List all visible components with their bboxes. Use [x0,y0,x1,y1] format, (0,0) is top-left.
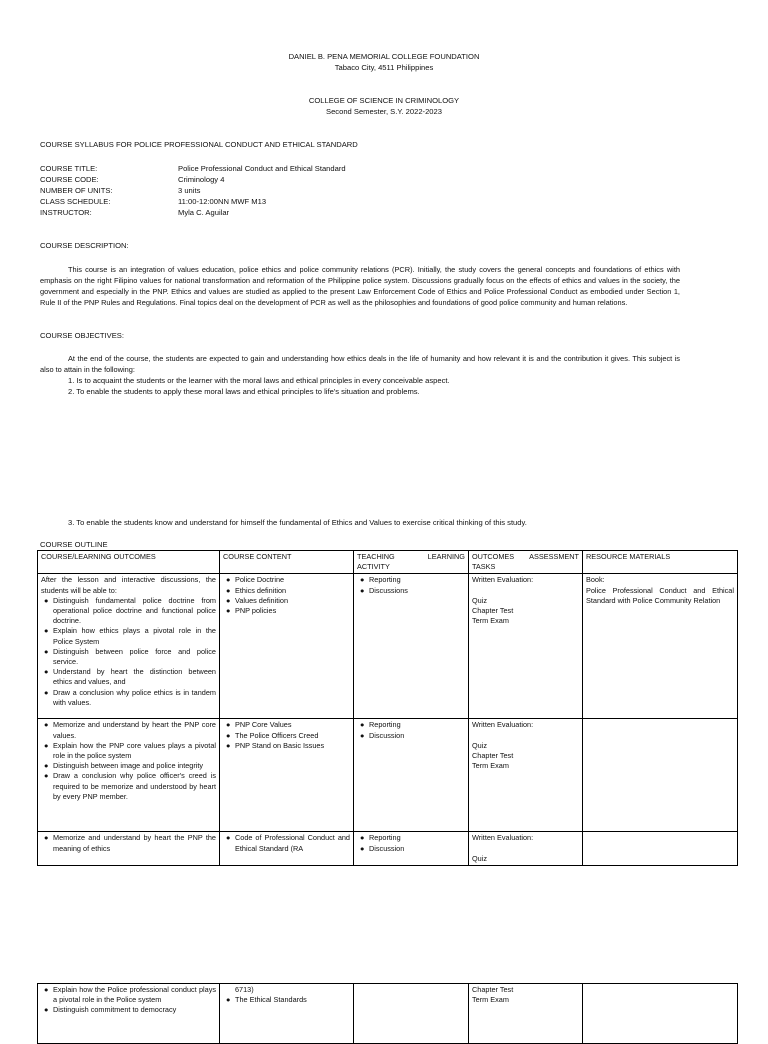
content-text: Values definition [235,595,289,605]
assessment-line: Quiz [472,853,488,863]
bullet-icon: ● [360,575,365,585]
activity-cell [354,719,469,832]
content-cell [220,984,354,1044]
table-row [38,984,738,1044]
content-text: Code of Professional Conduct and Ethical Standard (RA [235,833,350,853]
column-header: COURSE/LEARNING OUTCOMES [38,551,220,574]
bullet-icon: ● [226,575,231,585]
assessment-line: Term Exam [472,995,509,1005]
list-item [41,720,216,740]
table-row [38,832,738,865]
description-heading: COURSE DESCRIPTION: [40,241,129,250]
bullet-icon: ● [44,720,49,730]
outcomes-cell [38,574,220,719]
assessment-line: Written Evaluation: [472,720,534,730]
list-item [223,741,350,751]
content-cell [220,832,354,865]
resource-line: Police Professional Conduct and Ethical Standard with Police Community Relation [586,585,734,605]
outline-heading: COURSE OUTLINE [40,540,108,549]
info-label: CLASS SCHEDULE: [40,197,111,206]
bullet-icon: ● [360,720,365,730]
semester: Second Semester, S.Y. 2022-2023 [326,107,442,116]
list-item [223,575,350,585]
column-header: OUTCOMES ASSESSMENT TASKS [469,551,583,574]
resources-cell [583,832,738,865]
list-item [357,586,465,596]
assessment-cell [469,832,583,865]
outcome-text: Distinguish fundamental police doctrine from operational police doctrine and functional police doctrine. [53,595,216,626]
bullet-icon: ● [44,687,49,697]
content-text: The Ethical Standards [235,995,307,1005]
content-text: PNP policies [235,606,277,616]
list-item [357,720,465,730]
content-cell [220,719,354,832]
bullet-icon: ● [226,833,231,843]
list-item [41,688,216,708]
bullet-icon: ● [360,730,365,740]
activity-cell [354,832,469,865]
activity-text: Reporting [369,720,401,730]
outcome-text: Distinguish between police force and police service. [53,646,216,667]
assessment-line: Written Evaluation: [472,833,534,843]
list-item [41,626,216,646]
college-name: COLLEGE OF SCIENCE IN CRIMINOLOGY [308,96,460,105]
content-text: Police Doctrine [235,575,285,585]
bullet-icon: ● [226,595,231,605]
bullet-icon: ● [226,606,231,616]
assessment-spacer [472,844,579,854]
resources-cell [583,984,738,1044]
content-text: Ethics definition [235,585,287,595]
bullet-icon: ● [226,720,231,730]
bullet-icon: ● [44,626,49,636]
assessment-line: Written Evaluation: [472,575,534,585]
list-item [41,667,216,687]
info-value: Myla C. Aguilar [178,208,230,217]
bullet-icon: ● [44,1005,49,1015]
list-item [41,741,216,761]
assessment-line: Term Exam [472,616,509,626]
outcome-text: Distinguish commitment to democracy [53,1005,177,1015]
assessment-spacer [472,586,579,596]
list-item [223,995,350,1005]
list-item [357,833,465,843]
info-value: 3 units [178,186,201,195]
outcome-text: Draw a conclusion why police ethics is in tandem with values. [53,687,216,707]
list-item [357,731,465,741]
info-value: Police Professional Conduct and Ethical Standard [178,164,346,173]
bullet-icon: ● [44,833,49,843]
assessment-line: Chapter Test [472,605,514,615]
objectives-heading: COURSE OBJECTIVES: [40,331,124,340]
list-item [41,985,216,1005]
info-label: COURSE TITLE: [40,164,98,173]
activity-text: Reporting [369,833,401,843]
list-item [223,731,350,741]
bullet-icon: ● [226,995,231,1005]
table-row [38,719,738,832]
bullet-icon: ● [226,585,231,595]
activity-text: Discussion [369,730,405,740]
info-label: NUMBER OF UNITS: [40,186,113,195]
bullet-icon: ● [226,740,231,750]
content-text: PNP Core Values [235,720,292,730]
content-text: The Police Officers Creed [235,730,319,740]
school-address: Tabaco City, 4511 Philippines [334,63,434,72]
activity-text: Discussions [369,585,408,595]
assessment-cell [469,719,583,832]
list-item [41,771,216,802]
info-label: INSTRUCTOR: [40,208,92,217]
table-header-row [38,551,738,574]
column-header: RESOURCE MATERIALS [583,551,738,574]
activity-cell [354,984,469,1044]
content-continuation: 6713) [235,985,254,994]
list-item [223,720,350,730]
list-item [223,596,350,606]
info-label: COURSE CODE: [40,175,99,184]
assessment-cell [469,574,583,719]
course-outline-table-continued [37,983,738,1044]
syllabus-title: COURSE SYLLABUS FOR POLICE PROFESSIONAL CONDUCT AND ETHICAL STANDARD [40,140,358,149]
objective-item: 2. To enable the students to apply these moral laws and ethical principles to life's situation and problems. [68,387,420,396]
outcome-text: Memorize and understand by heart the PNP the meaning of ethics [53,833,216,853]
list-item [357,575,465,585]
table-row [38,574,738,719]
list-item [41,761,216,771]
bullet-icon: ● [44,740,49,750]
bullet-icon: ● [360,833,365,843]
column-header: COURSE CONTENT [220,551,354,574]
bullet-icon: ● [44,667,49,677]
activity-text: Discussion [369,843,405,853]
list-item [223,833,350,853]
assessment-spacer [472,731,579,741]
objective-item: 3. To enable the students know and understand for himself the fundamental of Ethics and Values to exercise critical thinking of this study. [68,518,527,527]
outcomes-cell [38,984,220,1044]
outcomes-cell [38,832,220,865]
list-item [41,596,216,627]
outcome-text: Explain how ethics plays a pivotal role in the Police System [53,626,216,646]
activity-cell [354,574,469,719]
resources-cell [583,574,738,719]
content-text: PNP Stand on Basic Issues [235,740,325,750]
objective-item: 1. Is to acquaint the students or the learner with the moral laws and ethical principles in every conceivable aspect. [68,376,450,385]
outcome-text: Explain how the PNP core values plays a pivotal role in the police system [53,740,216,761]
course-outline-table [37,550,738,866]
list-item [223,606,350,616]
list-item [357,844,465,854]
outcome-text: Memorize and understand by heart the PNP core values. [53,720,216,740]
bullet-icon: ● [226,730,231,740]
bullet-icon: ● [44,761,49,771]
list-item [41,833,216,853]
resources-cell [583,719,738,832]
bullet-icon: ● [360,843,365,853]
list-item [41,647,216,667]
outcome-text: Distinguish between image and police integrity [53,761,204,771]
school-name: DANIEL B. PENA MEMORIAL COLLEGE FOUNDATION [288,52,480,61]
resource-line: Book: [586,575,605,585]
bullet-icon: ● [44,771,49,781]
info-value: 11:00-12:00NN MWF M13 [178,197,267,206]
outcomes-intro: After the lesson and interactive discussions, the students will be able to: [41,575,216,595]
column-header: TEACHING LEARNING ACTIVITY [354,551,469,574]
bullet-icon: ● [360,585,365,595]
objectives-intro: At the end of the course, the students are expected to gain and understanding how ethics deals in the life of humanity and how relevant it is and the contribution it gives. This subject is also to attain in the following: [40,354,680,374]
outcomes-cell [38,719,220,832]
info-value: Criminology 4 [178,175,225,184]
list-item [223,586,350,596]
outcome-text: Draw a conclusion why police officer's creed is required to be memorize and understood by heart by every PNP member. [53,771,216,801]
content-cell [220,574,354,719]
assessment-cell [469,984,583,1044]
outcome-text: Explain how the Police professional conduct plays a pivotal role in the Police system [53,985,216,1005]
outcome-text: Understand by heart the distinction between ethics and values, and [53,667,216,687]
assessment-line: Quiz [472,740,488,750]
bullet-icon: ● [44,646,49,656]
assessment-line: Term Exam [472,761,509,771]
assessment-line: Chapter Test [472,750,514,760]
activity-text: Reporting [369,575,401,585]
bullet-icon: ● [44,595,49,605]
list-item [41,1005,216,1015]
bullet-icon: ● [44,985,49,994]
assessment-line: Chapter Test [472,985,514,994]
assessment-line: Quiz [472,595,488,605]
description-text: This course is an integration of values education, police ethics and police community relations (PCR). Initially, the study covers the general concepts and foundations of ethics with emphasis on the right Filipino values for national transformation and reformation of the Philippine police system. Discussions gradually focus on the effects of ethics and values in the society, the government and especially in the PNP. Ethics and values are studied as applied to the present Law Enforcement Code of Ethics and Police Professional Conduct as embodied under Section 1, Rule II of the PNP Rules and Regulations. Final topics deal on the development of PCR as well as the philosophies and foundations of good police community and human relations. [40,265,680,307]
